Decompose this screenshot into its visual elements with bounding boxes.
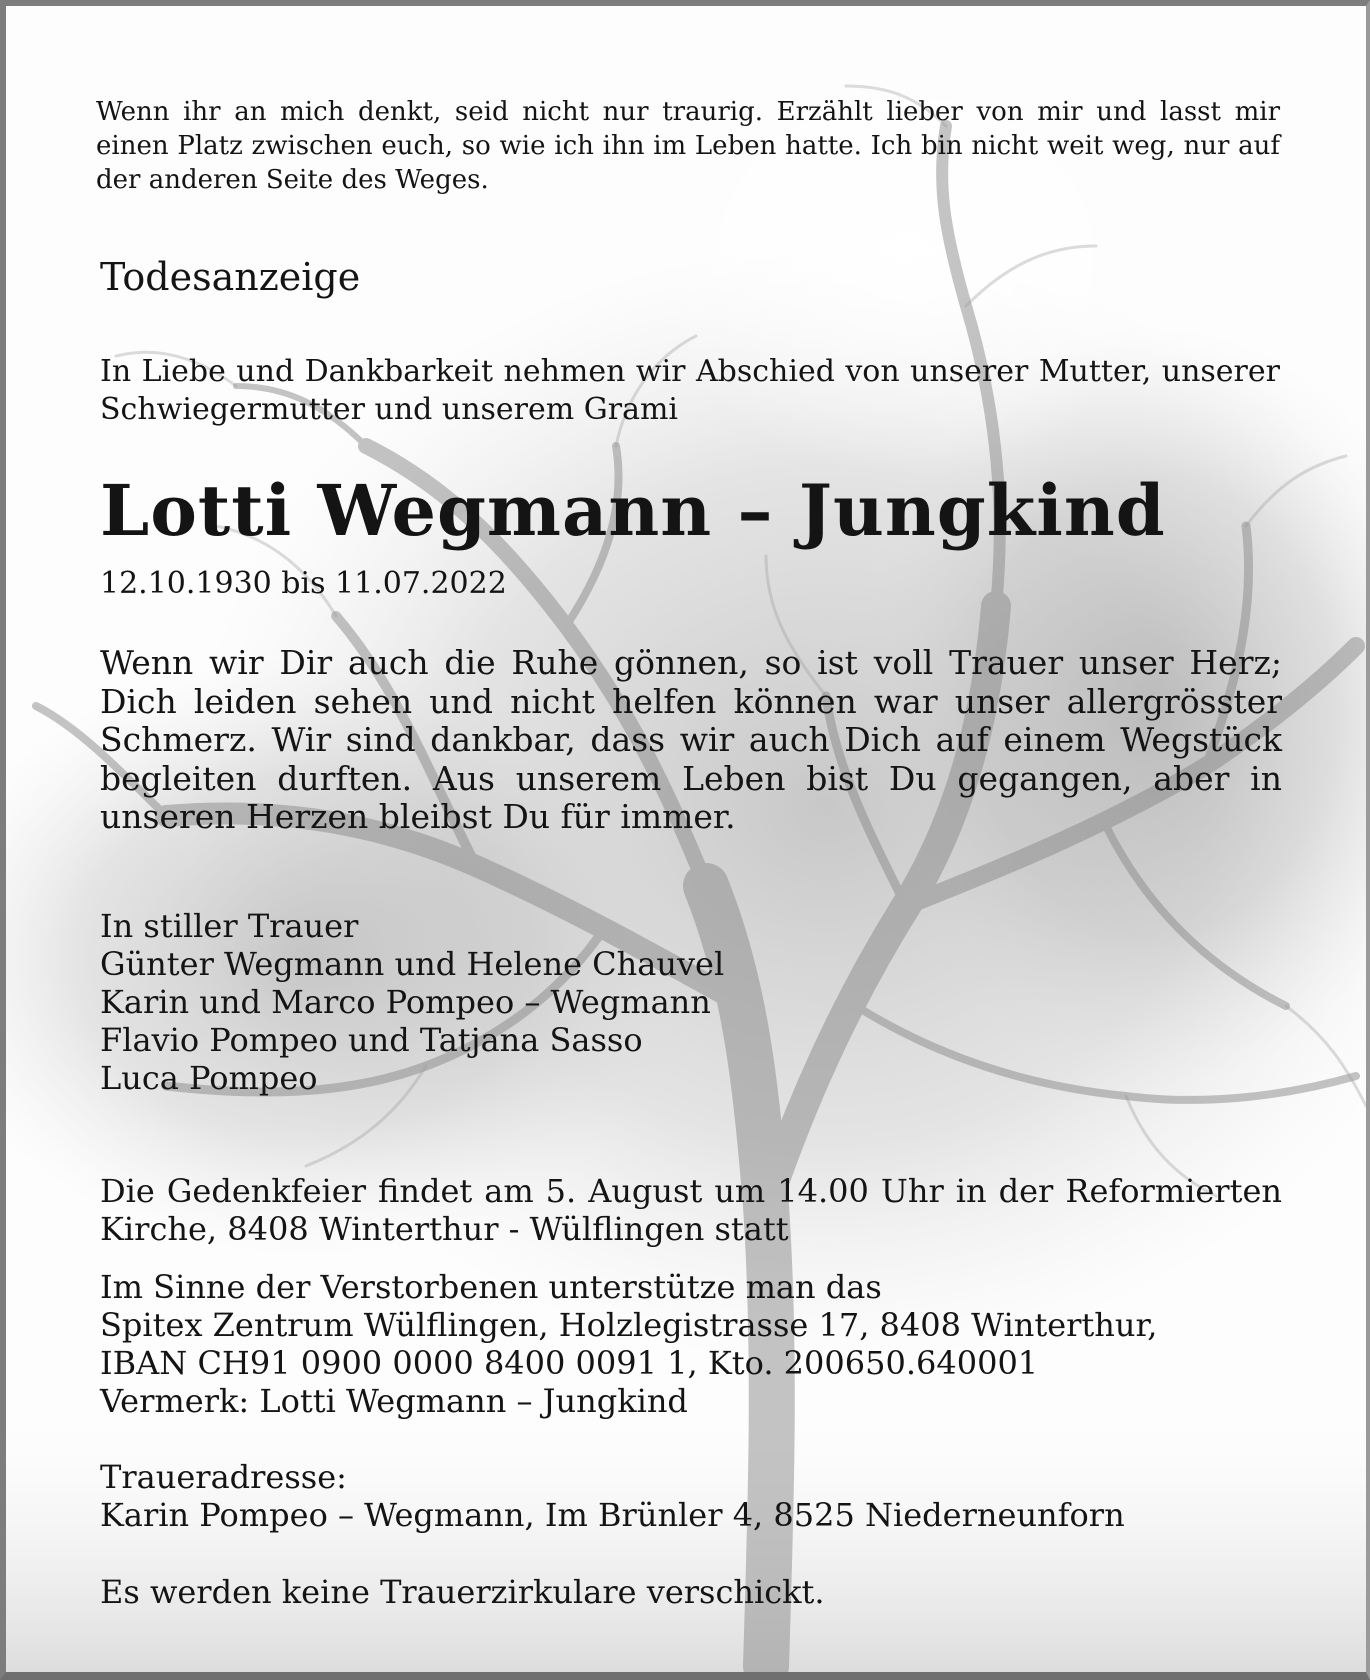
memorial-poem: Wenn wir Dir auch die Ruhe gönnen, so ist voll Trauer unser Herz; Dich leiden sehen und nicht helfen können war unser allergrösster Schmerz. Wir sind dankbar, dass wir auch Dich auf einem Wegstück begleiten durften. Aus unserem Leben bist Du gegangen, aber in unseren Herzen bleibst Du für immer.	[100, 643, 1282, 836]
mourner-name: Karin und Marco Pompeo – Wegmann	[100, 983, 711, 1021]
mourner-name: Flavio Pompeo und Tatjana Sasso	[100, 1021, 643, 1059]
donation-iban: IBAN CH91 0900 0000 8400 0091 1, Kto. 200650.640001	[100, 1344, 1039, 1382]
mourners-list	[100, 907, 724, 1097]
life-dates: 12.10.1930 bis 11.07.2022	[100, 566, 507, 601]
motto-quote: Wenn ihr an mich denkt, seid nicht nur traurig. Erzählt lieber von mir und lasst mir einen Platz zwischen euch, so wie ich ihn im Leben hatte. Ich bin nicht weit weg, nur auf der anderen Seite des Weges.	[96, 97, 1280, 195]
donation-info	[100, 1268, 1157, 1420]
deceased-name: Lotti Wegmann – Jungkind	[100, 469, 1166, 552]
address-label: Traueradresse:	[100, 1458, 347, 1496]
closing-note: Es werden keine Trauerzirkulare verschickt.	[100, 1573, 825, 1611]
mourners-intro: In stiller Trauer	[100, 907, 359, 945]
memorial-service-info: Die Gedenkfeier findet am 5. August um 14.00 Uhr in der Reformierten Kirche, 8408 Winterthur - Wülflingen statt	[100, 1172, 1282, 1248]
mourning-address	[100, 1458, 1125, 1534]
mourner-name: Günter Wegmann und Helene Chauvel	[100, 945, 725, 983]
donation-line: Spitex Zentrum Wülflingen, Holzlegistrasse 17, 8408 Winterthur,	[100, 1306, 1158, 1344]
donation-note: Vermerk: Lotti Wegmann – Jungkind	[100, 1382, 688, 1420]
donation-line: Im Sinne der Verstorbenen unterstütze man das	[100, 1268, 882, 1306]
intro-text: In Liebe und Dankbarkeit nehmen wir Abschied von unserer Mutter, unserer Schwiegermutter und unserem Grami	[100, 354, 1280, 427]
notice-heading: Todesanzeige	[100, 255, 361, 299]
mourner-name: Luca Pompeo	[100, 1059, 318, 1097]
address-value: Karin Pompeo – Wegmann, Im Brünler 4, 8525 Niederneunforn	[100, 1496, 1125, 1534]
